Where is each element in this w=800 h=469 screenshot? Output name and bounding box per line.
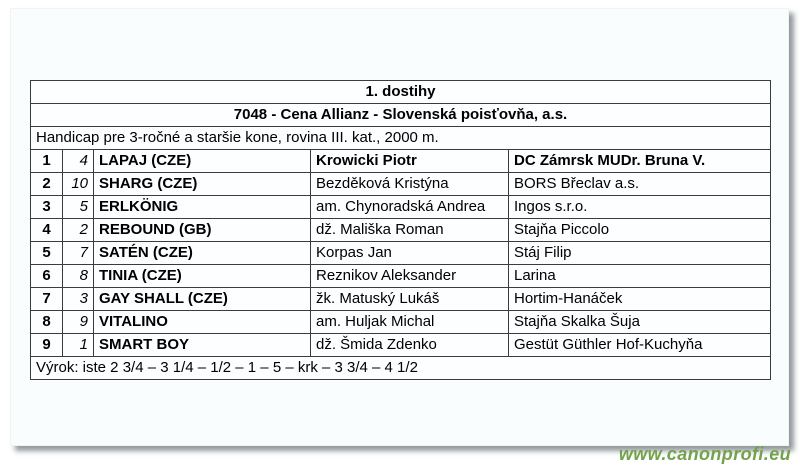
start-number-cell: 3: [63, 288, 94, 311]
table-row: [31, 288, 771, 311]
place-cell: 5: [31, 242, 63, 265]
horse-name-cell: TINIA (CZE): [94, 265, 311, 288]
race-name-title: 7048 - Cena Allianz - Slovenská poisťovňa, a.s.: [31, 104, 771, 127]
race-name-row: [31, 104, 771, 127]
race-number-row: [31, 81, 771, 104]
horse-name-cell: LAPAJ (CZE): [94, 150, 311, 173]
start-number-cell: 10: [63, 173, 94, 196]
jockey-cell: Bezděková Kristýna: [311, 173, 509, 196]
owner-cell: Stáj Filip: [509, 242, 771, 265]
place-cell: 8: [31, 311, 63, 334]
verdict-row: [31, 357, 771, 380]
table-row: [31, 173, 771, 196]
jockey-cell: dž. Mališka Roman: [311, 219, 509, 242]
owner-cell: BORS Břeclav a.s.: [509, 173, 771, 196]
horse-name-cell: SATÉN (CZE): [94, 242, 311, 265]
race-conditions-text: Handicap pre 3-ročné a staršie kone, rovina III. kat., 2000 m.: [31, 127, 771, 150]
start-number-cell: 7: [63, 242, 94, 265]
document-page: [10, 8, 789, 446]
jockey-cell: am. Huljak Michal: [311, 311, 509, 334]
start-number-cell: 2: [63, 219, 94, 242]
owner-cell: Ingos s.r.o.: [509, 196, 771, 219]
watermark-url: www.canonprofi.eu: [618, 444, 791, 464]
start-number-cell: 8: [63, 265, 94, 288]
horse-name-cell: VITALINO: [94, 311, 311, 334]
table-row: [31, 334, 771, 357]
jockey-cell: dž. Šmida Zdenko: [311, 334, 509, 357]
horse-name-cell: SHARG (CZE): [94, 173, 311, 196]
jockey-cell: am. Chynoradská Andrea: [311, 196, 509, 219]
table-row: [31, 196, 771, 219]
race-results-table: [30, 80, 771, 380]
owner-cell: Larina: [509, 265, 771, 288]
start-number-cell: 5: [63, 196, 94, 219]
table-row: [31, 311, 771, 334]
owner-cell: Gestüt Güthler Hof-Kuchyňa: [509, 334, 771, 357]
place-cell: 6: [31, 265, 63, 288]
jockey-cell: žk. Matuský Lukáš: [311, 288, 509, 311]
verdict-text: Výrok: iste 2 3/4 – 3 1/4 – 1/2 – 1 – 5 – krk – 3 3/4 – 4 1/2: [31, 357, 771, 380]
race-conditions-row: [31, 127, 771, 150]
place-cell: 1: [31, 150, 63, 173]
horse-name-cell: ERLKÖNIG: [94, 196, 311, 219]
table-row: [31, 265, 771, 288]
horse-name-cell: SMART BOY: [94, 334, 311, 357]
start-number-cell: 4: [63, 150, 94, 173]
start-number-cell: 9: [63, 311, 94, 334]
place-cell: 9: [31, 334, 63, 357]
place-cell: 7: [31, 288, 63, 311]
owner-cell: Hortim-Hanáček: [509, 288, 771, 311]
owner-cell: DC Zámrsk MUDr. Bruna V.: [509, 150, 771, 173]
table-row: [31, 242, 771, 265]
place-cell: 3: [31, 196, 63, 219]
table-row: [31, 219, 771, 242]
jockey-cell: Krowicki Piotr: [311, 150, 509, 173]
place-cell: 2: [31, 173, 63, 196]
jockey-cell: Korpas Jan: [311, 242, 509, 265]
horse-name-cell: REBOUND (GB): [94, 219, 311, 242]
horse-name-cell: GAY SHALL (CZE): [94, 288, 311, 311]
race-number-title: 1. dostihy: [31, 81, 771, 104]
start-number-cell: 1: [63, 334, 94, 357]
jockey-cell: Reznikov Aleksander: [311, 265, 509, 288]
owner-cell: Stajňa Piccolo: [509, 219, 771, 242]
owner-cell: Stajňa Skalka Šuja: [509, 311, 771, 334]
table-row: [31, 150, 771, 173]
place-cell: 4: [31, 219, 63, 242]
